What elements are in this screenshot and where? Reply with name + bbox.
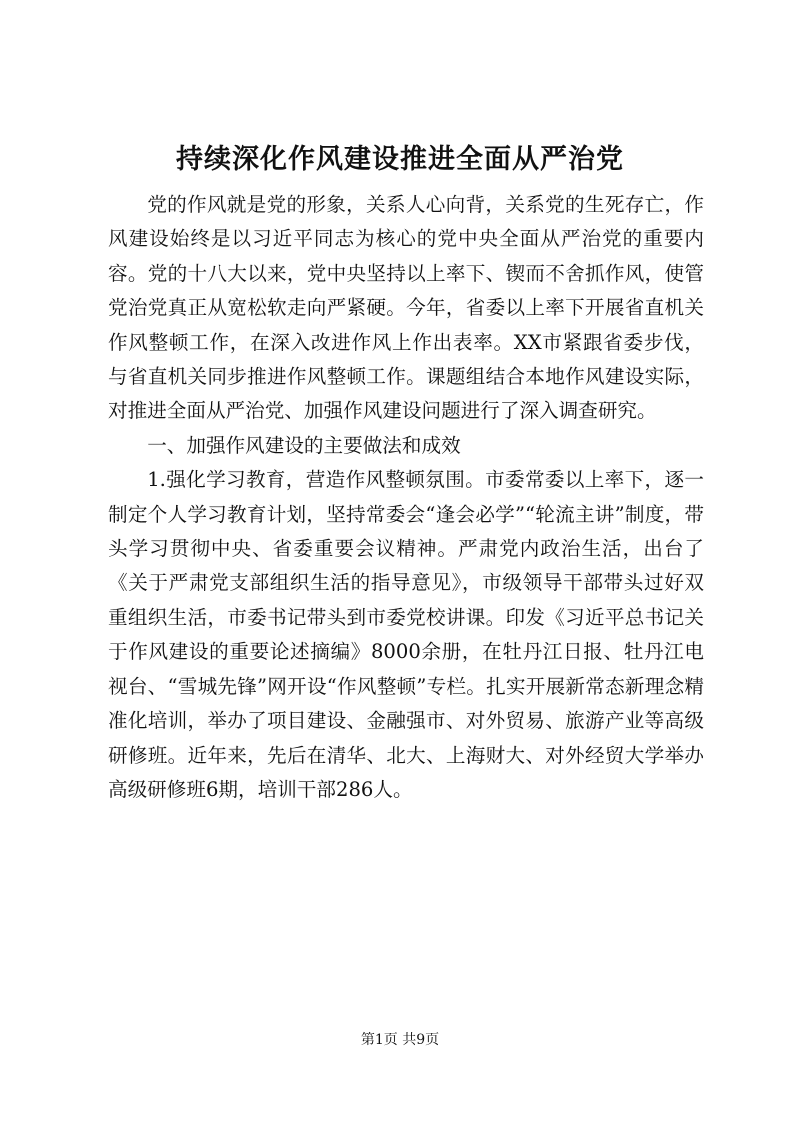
document-title: 持续深化作风建设推进全面从严治党 (176, 144, 624, 175)
intro-paragraph: 党的作风就是党的形象，关系人心向背，关系党的生死存亡，作风建设始终是以习近平同志为核心的党中央全面从严治党的重要内容。党的十八大以来，党中央坚持以上率下、锲而不舍抓作风，使管党治党真正从宽松软走向严紧硬。今年，省委以上率下开展省直机关作风整顿工作，在深入改进作风上作出表率。XX市紧跟省委步伐，与省直机关同步推进作风整顿工作。课题组结合本地作风建设实际，对推进全面从严治党、加强作风建设问题进行了深入调查研究。 (108, 193, 704, 423)
section-paragraph: 1.强化学习教育，营造作风整顿氛围。市委常委以上率下，逐一制定个人学习教育计划，坚持常委会“逢会必学”“轮流主讲”制度，带头学习贯彻中央、省委重要会议精神。严肃党内政治生活，出台了《关于严肃党支部组织生活的指导意见》，市级领导干部带头过好双重组织生活，市委书记带头到市委党校讲课。印发《习近平总书记关于作风建设的重要论述摘编》8000余册，在牡丹江日报、牡丹江电视台、“雪城先锋”网开设“作风整顿”专栏。扎实开展新常态新理念精准化培训，举办了项目建设、金融强市、对外贸易、旅游产业等高级研修班。近年来，先后在清华、北大、上海财大、对外经贸大学举办高级研修班6期，培训干部286人。 (108, 468, 704, 801)
document-body (108, 188, 704, 807)
page-footer: 第1页 共9页 (360, 1032, 440, 1048)
section-heading: 一、加强作风建设的主要做法和成效 (147, 433, 461, 457)
